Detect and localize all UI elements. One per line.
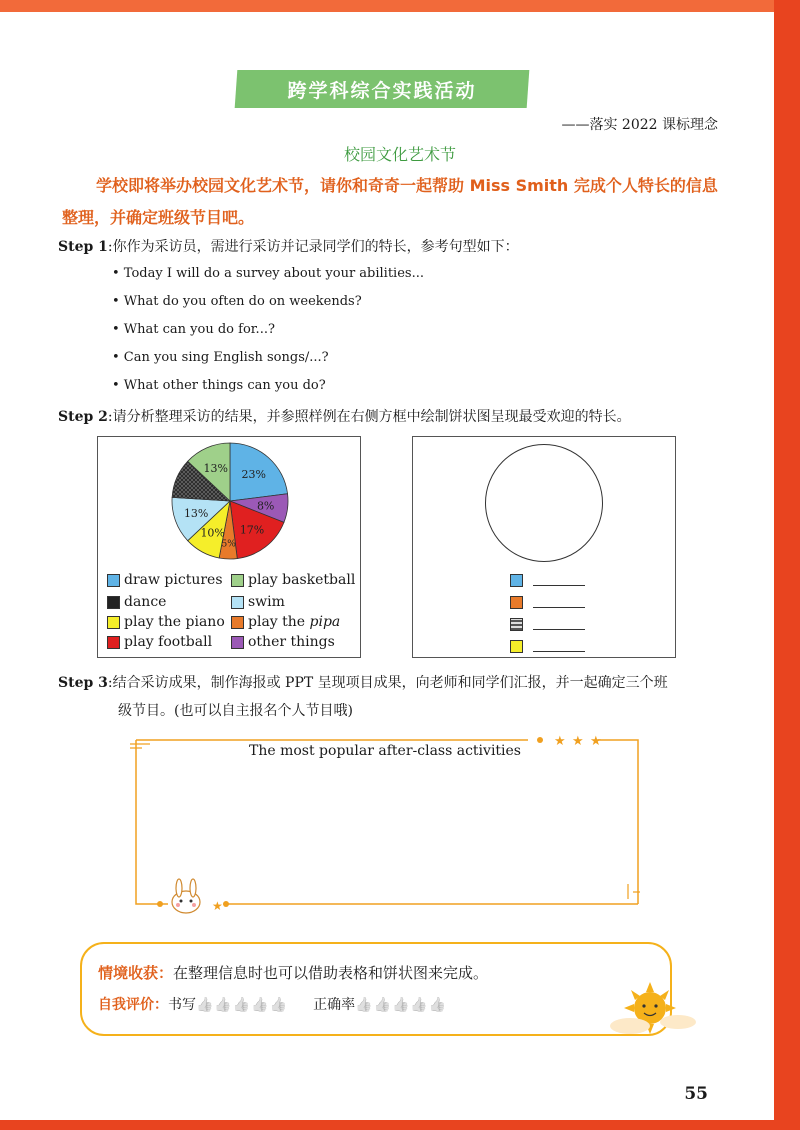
bottom-border <box>0 1120 800 1130</box>
legend-label: play the piano <box>124 614 225 630</box>
legend-swatch <box>231 596 244 609</box>
gain-label: 情境收获： <box>98 964 174 982</box>
step3-text: :结合采访成果，制作海报或 PPT 呈现项目成果，向老师和同学们汇报，并一起确定三个班 <box>107 675 668 691</box>
top-border <box>0 0 800 12</box>
legend-item <box>231 614 340 630</box>
pie-label: 13% <box>203 461 228 475</box>
legend-swatch <box>107 596 120 609</box>
legend-label: dance <box>124 594 167 610</box>
gain-text: 在整理信息时也可以借助表格和饼状图来完成。 <box>173 964 489 982</box>
legend-label: other things <box>248 634 335 650</box>
bunny-icon <box>172 879 200 913</box>
subtitle: ——落实 2022 课标理念 <box>561 117 718 133</box>
pie-label: 23% <box>241 468 267 482</box>
legend-label: play football <box>124 634 213 650</box>
step2-text: :请分析整理采访的结果，并参照样例在右侧方框中绘制饼状图呈现最受欢迎的特长。 <box>107 409 631 425</box>
step1-bullet: • Can you sing English songs/...? <box>112 350 329 365</box>
step1-bullet: • What do you often do on weekends? <box>112 294 362 309</box>
banner-title: 跨学科综合实践活动 <box>287 80 477 102</box>
eval-accuracy: 正确率 <box>313 997 356 1013</box>
page-number: 55 <box>684 1084 708 1104</box>
blank-legend-row[interactable] <box>510 574 585 587</box>
legend-item <box>231 634 335 650</box>
legend-label: draw pictures <box>124 572 223 588</box>
legend-item <box>107 614 225 630</box>
step1-bullet: • What other things can you do? <box>112 378 326 393</box>
blank-legend-swatch <box>510 574 523 587</box>
blank-pie-circle[interactable] <box>485 444 603 562</box>
pie-label: 13% <box>183 507 209 521</box>
legend-item <box>107 634 212 650</box>
legend-swatch <box>231 636 244 649</box>
eval-label: 自我评价： <box>98 997 168 1013</box>
blank-legend-line[interactable] <box>533 597 585 608</box>
legend-swatch <box>107 616 120 629</box>
blank-legend-row[interactable] <box>510 596 585 609</box>
step3-text2: 级节目。(也可以自主报名个人节目哦) <box>118 703 353 719</box>
pie-label: 17% <box>239 523 265 537</box>
step3-label: Step 3 <box>58 675 108 691</box>
blank-legend-row[interactable] <box>510 640 585 653</box>
step2 <box>58 406 631 426</box>
legend-swatch <box>107 636 120 649</box>
step3 <box>58 672 728 692</box>
star-icon: ★ <box>572 734 584 749</box>
sun-icon <box>608 980 698 1040</box>
step1 <box>58 236 519 256</box>
right-border <box>774 0 800 1130</box>
step2-label: Step 2 <box>58 409 108 425</box>
eval-line <box>98 994 447 1014</box>
step1-text: :你作为采访员，需进行采访并记录同学们的特长，参考句型如下： <box>107 239 519 255</box>
legend-item <box>107 572 223 588</box>
blank-legend-line[interactable] <box>533 641 585 652</box>
step1-bullet: • Today I will do a survey about your abilities... <box>112 266 424 281</box>
section-heading: 校园文化艺术节 <box>343 145 456 164</box>
pie-label: 10% <box>200 526 225 540</box>
eval-writing: 书写 <box>168 997 196 1013</box>
pie-label: 5% <box>221 539 236 550</box>
legend-label-italic: pipa <box>309 614 341 630</box>
blank-legend-row[interactable] <box>510 618 585 631</box>
star-icon: ★ <box>554 734 566 749</box>
pie-label: 8% <box>256 499 275 513</box>
blank-legend-swatch <box>510 596 523 609</box>
blank-legend-line[interactable] <box>533 619 585 630</box>
accuracy-thumbs[interactable]: 👍👍👍👍👍 <box>355 997 448 1013</box>
intro-text: 学校即将举办校园文化艺术节，请你和奇奇一起帮助 Miss Smith 完成个人特长的信息整理，并确定班级节目吧。 <box>62 176 718 227</box>
blank-legend-swatch <box>510 640 523 653</box>
legend-item <box>231 594 285 610</box>
legend-label: play basketball <box>248 572 356 588</box>
legend-swatch <box>231 616 244 629</box>
star-icon: ★ <box>212 899 223 913</box>
sample-pie-chart <box>160 436 300 566</box>
poster-title: The most popular after-class activities <box>249 743 521 759</box>
step1-label: Step 1 <box>58 239 108 255</box>
legend-item <box>107 594 166 610</box>
step1-bullet: • What can you do for...? <box>112 322 275 337</box>
blank-legend-swatch <box>510 618 523 631</box>
poster-frame <box>128 734 644 914</box>
legend-swatch <box>107 574 120 587</box>
legend-swatch <box>231 574 244 587</box>
star-icon: ★ <box>590 734 602 749</box>
writing-thumbs[interactable]: 👍👍👍👍👍 <box>196 997 289 1013</box>
blank-legend-line[interactable] <box>533 575 585 586</box>
legend-item <box>231 572 355 588</box>
legend-label: swim <box>248 594 285 610</box>
summary-box <box>80 942 672 1036</box>
gain-line <box>98 962 488 983</box>
legend-label: play the <box>248 614 310 630</box>
